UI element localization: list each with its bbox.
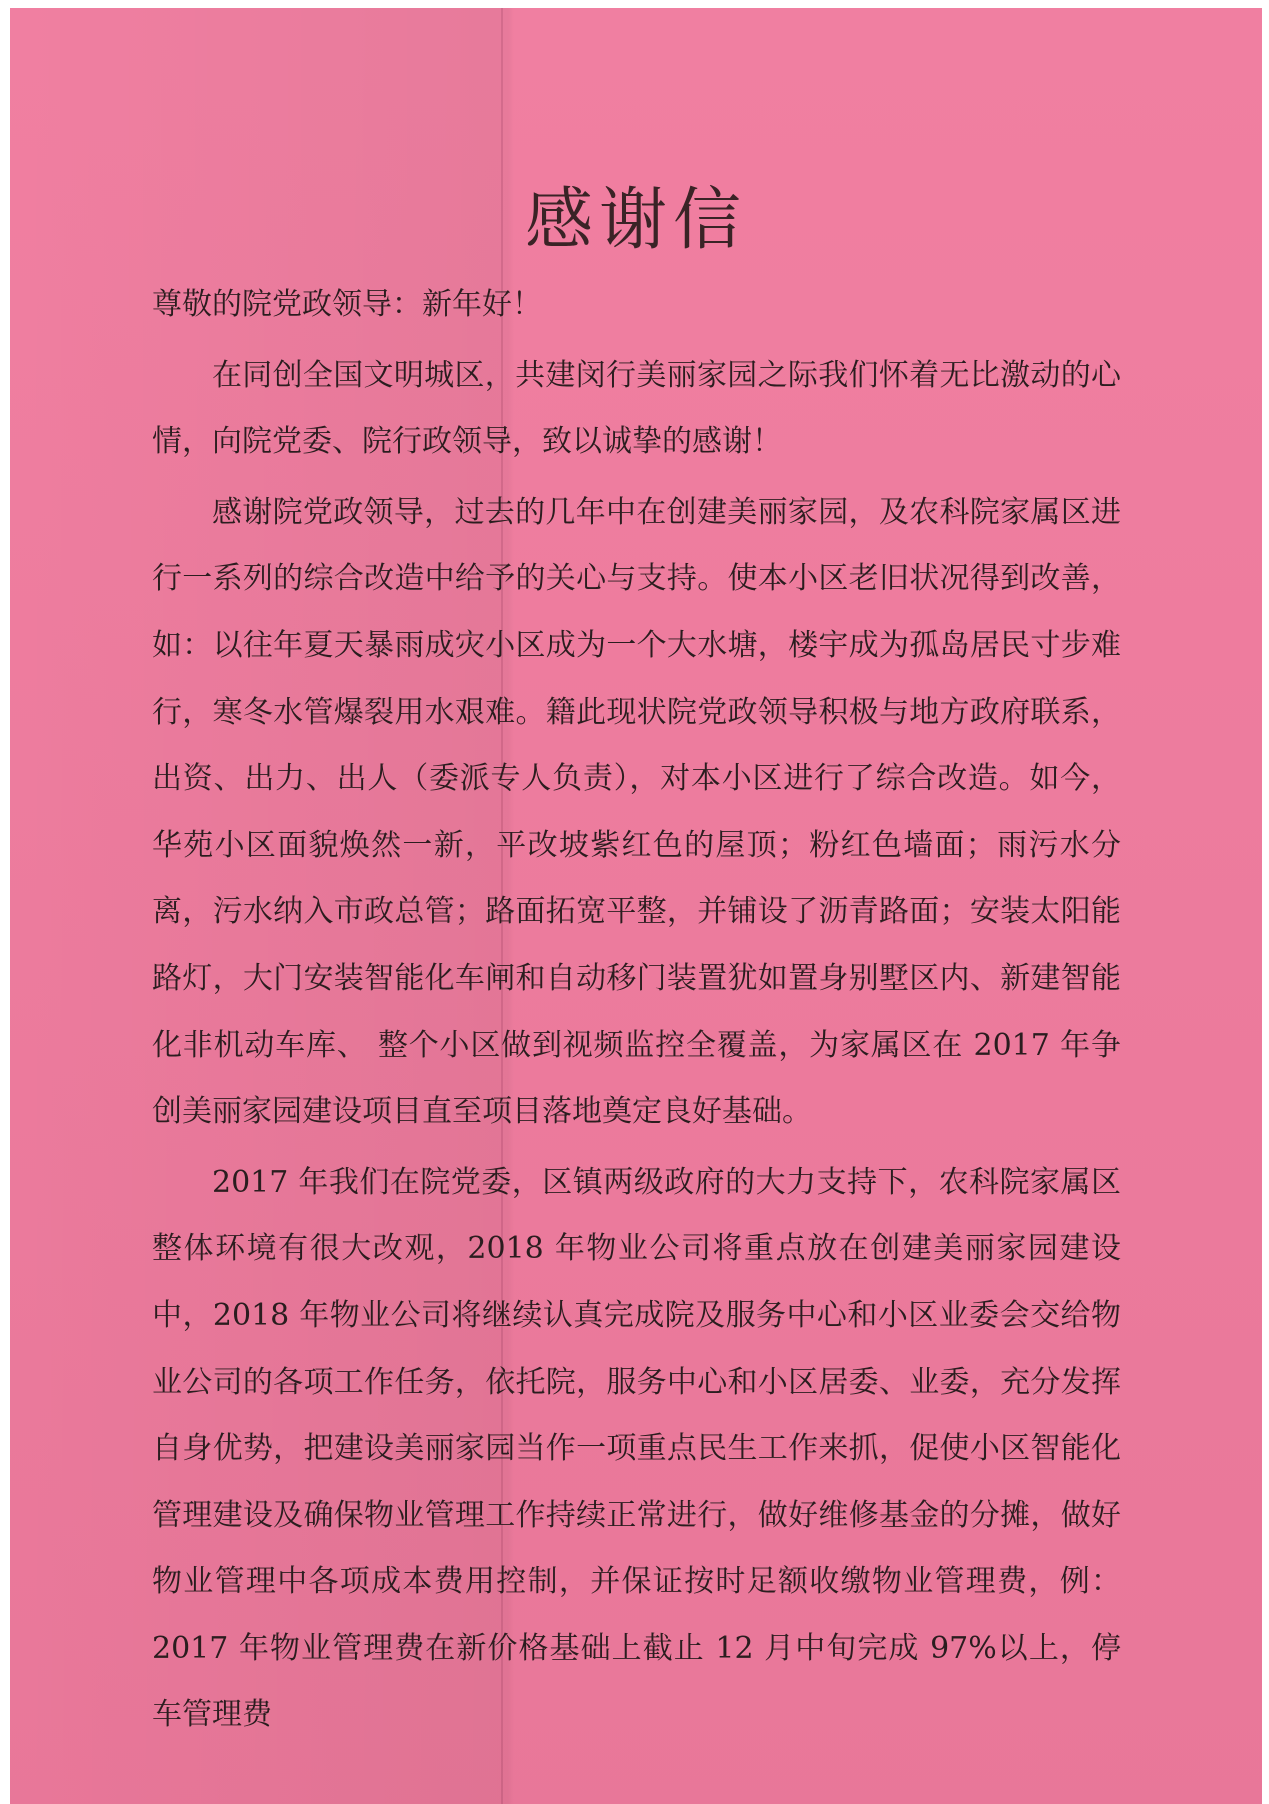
letter-paragraph: 在同创全国文明城区，共建闵行美丽家园之际我们怀着无比激动的心情，向院党委、院行政领导，致以诚挚的感谢！ [152, 357, 1121, 460]
letter-sheet [10, 8, 1262, 1804]
letter-paragraph: 2017 年我们在院党委，区镇两级政府的大力支持下，农科院家属区整体环境有很大改观，2018 年物业公司将重点放在创建美丽家园建设中，2018 年物业公司将继续认真完成院及服务中心和小区业委会交给物业公司的各项工作任务，依托院，服务中心和小区居委、业委，充分发挥自身优势，把建设美丽家园当作一项重点民生工作来抓，促使小区智能化管理建设及确保物业管理工作持续正常进行，做好维修基金的分摊，做好物业管理中各项成本费用控制，并保证按时足额收缴物业管理费，例：2017 年物业管理费在新价格基础上截止 12 月中旬完成 97%以上，停车管理费 [152, 1164, 1121, 1733]
letter-title: 感谢信 [524, 181, 747, 260]
letter-salutation: 尊敬的院党政领导：新年好！ [152, 287, 542, 322]
letter-paragraph: 感谢院党政领导，过去的几年中在创建美丽家园，及农科院家属区进行一系列的综合改造中给予的关心与支持。使本小区老旧状况得到改善，如：以往年夏天暴雨成灾小区成为一个大水塘，楼宇成为孤岛居民寸步难行，寒冬水管爆裂用水艰难。籍此现状院党政领导积极与地方政府联系，出资、出力、出人（委派专人负责），对本小区进行了综合改造。如今，华苑小区面貌焕然一新，平改坡紫红色的屋顶；粉红色墙面；雨污水分离，污水纳入市政总管；路面拓宽平整，并铺设了沥青路面；安装太阳能路灯，大门安装智能化车闸和自动移门装置犹如置身别墅区内、新建智能化非机动车库、 整个小区做到视频监控全覆盖，为家属区在 2017 年争创美丽家园建设项目直至项目落地奠定良好基础。 [152, 494, 1121, 1130]
letter-body [152, 272, 1121, 1749]
